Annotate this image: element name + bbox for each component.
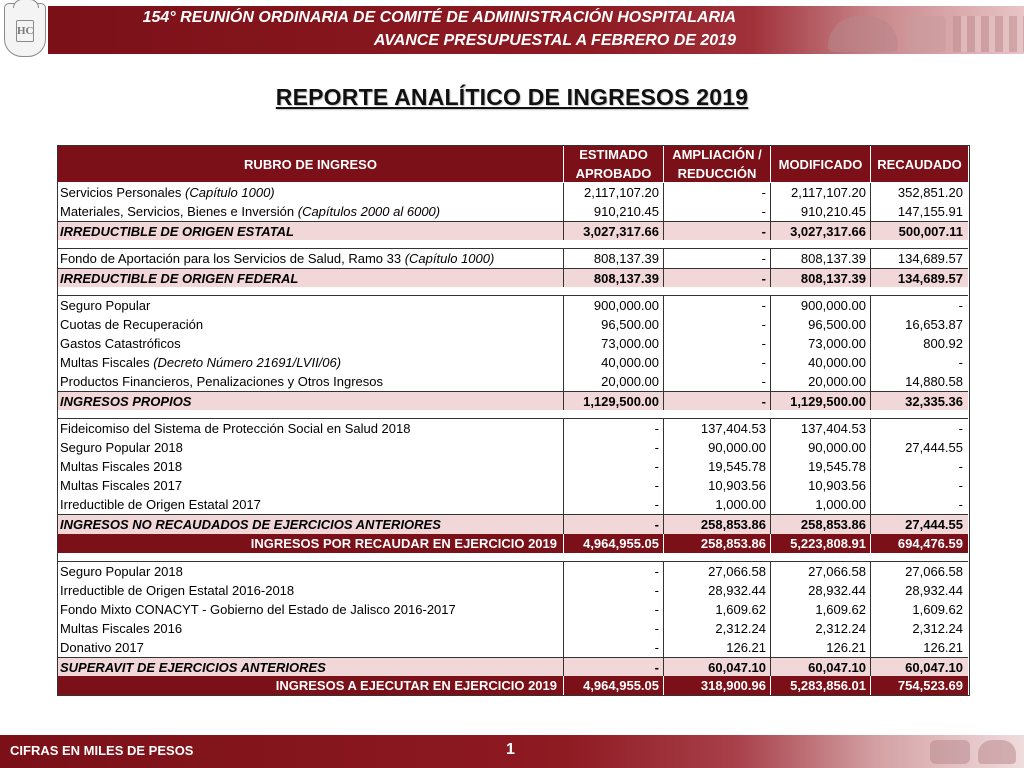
cell-recaudado: 14,880.58 [870, 372, 968, 391]
table-row [58, 638, 968, 657]
hospital-dome-illustration [828, 16, 898, 52]
cell-recaudado: 134,689.57 [870, 269, 968, 288]
header-title-line1: 154° REUNIÓN ORDINARIA DE COMITÉ DE ADMINISTRACIÓN HOSPITALARIA [142, 9, 736, 26]
row-label: Multas Fiscales 2018 [60, 459, 183, 474]
cell-estimado: - [563, 581, 663, 600]
row-label-text: Multas Fiscales [60, 355, 150, 370]
table-row [58, 419, 968, 438]
cell-modificado: 2,117,107.20 [770, 183, 870, 202]
row-label-text: Servicios Personales [60, 185, 182, 200]
cell-modificado: 910,210.45 [770, 202, 870, 221]
cell-ampliacion: 126.21 [663, 638, 770, 657]
cell-ampliacion: 1,609.62 [663, 600, 770, 619]
row-label: Cuotas de Recuperación [60, 317, 204, 332]
income-report-table [57, 145, 970, 696]
cell-ampliacion: - [663, 202, 770, 221]
cell-estimado: - [563, 515, 663, 534]
row-label: Multas Fiscales 2017 [60, 478, 183, 493]
cell-estimado: - [563, 438, 663, 457]
cell-ampliacion: 258,853.86 [663, 534, 770, 553]
cell-ampliacion: - [663, 183, 770, 202]
cell-modificado: 3,027,317.66 [770, 222, 870, 241]
cell-ampliacion: 137,404.53 [663, 419, 770, 438]
cell-modificado: 808,137.39 [770, 249, 870, 268]
cell-recaudado: 2,312.24 [870, 619, 968, 638]
header-ampliacion-line1: AMPLIACIÓN / [672, 147, 762, 162]
cell-modificado: 40,000.00 [770, 353, 870, 372]
footer-seal-icon [978, 740, 1016, 764]
cell-recaudado: - [870, 353, 968, 372]
cell-modificado: 1,000.00 [770, 495, 870, 514]
cell-modificado: 5,223,808.91 [770, 534, 870, 553]
cell-modificado: 20,000.00 [770, 372, 870, 391]
row-label: Irreductible de Origen Estatal 2017 [60, 497, 261, 512]
cell-ampliacion: - [663, 222, 770, 241]
cell-estimado: 40,000.00 [563, 353, 663, 372]
institution-logo [4, 3, 46, 57]
footer-band [0, 735, 1024, 768]
report-title: REPORTE ANALÍTICO DE INGRESOS 2019 [275, 84, 749, 110]
cell-recaudado: - [870, 296, 968, 315]
cell-estimado: - [563, 457, 663, 476]
cell-recaudado: 1,609.62 [870, 600, 968, 619]
cell-recaudado: 500,007.11 [870, 222, 968, 241]
cell-ampliacion: 258,853.86 [663, 515, 770, 534]
cell-ampliacion: - [663, 315, 770, 334]
subtotal-label: INGRESOS NO RECAUDADOS DE EJERCICIOS ANTERIORES [60, 517, 441, 532]
cell-modificado: 60,047.10 [770, 658, 870, 677]
cell-modificado: 10,903.56 [770, 476, 870, 495]
cell-ampliacion: 28,932.44 [663, 581, 770, 600]
row-label: Irreductible de Origen Estatal 2016-2018 [60, 583, 295, 598]
cell-ampliacion: 27,066.58 [663, 562, 770, 581]
cell-recaudado: 694,476.59 [870, 534, 968, 553]
cell-recaudado: - [870, 457, 968, 476]
row-label: Fondo Mixto CONACYT - Gobierno del Estado de Jalisco 2016-2017 [60, 602, 456, 617]
table-row [58, 334, 968, 353]
cell-recaudado: - [870, 476, 968, 495]
cell-estimado: 3,027,317.66 [563, 222, 663, 241]
table-row [58, 353, 968, 372]
header-estimado-line2: APROBADO [575, 166, 652, 181]
cell-estimado: 73,000.00 [563, 334, 663, 353]
subtotal-row [58, 268, 968, 289]
cell-modificado: 808,137.39 [770, 269, 870, 288]
hospital-illustration [906, 16, 946, 52]
cell-estimado: 808,137.39 [563, 269, 663, 288]
cell-estimado: 808,137.39 [563, 249, 663, 268]
row-separator [58, 410, 968, 419]
cell-modificado: 137,404.53 [770, 419, 870, 438]
cell-estimado: 1,129,500.00 [563, 392, 663, 411]
logo-crown-icon [13, 0, 39, 8]
cell-recaudado: 28,932.44 [870, 581, 968, 600]
cell-recaudado: 126.21 [870, 638, 968, 657]
cell-estimado: 20,000.00 [563, 372, 663, 391]
table-row [58, 581, 968, 600]
cell-ampliacion: - [663, 296, 770, 315]
table-row [58, 457, 968, 476]
header-modificado: MODIFICADO [770, 146, 870, 182]
row-label-text: Materiales, Servicios, Bienes e Inversión [60, 204, 295, 219]
table-row [58, 562, 968, 581]
cell-estimado: - [563, 562, 663, 581]
row-label [58, 353, 563, 372]
cell-estimado: - [563, 600, 663, 619]
header-band [48, 6, 1024, 54]
table-row [58, 183, 968, 202]
header-recaudado: RECAUDADO [870, 146, 968, 182]
row-label-note: (Capítulo 1000) [404, 251, 495, 266]
total-row [58, 676, 968, 695]
subtotal-row [58, 657, 968, 678]
cell-estimado: 96,500.00 [563, 315, 663, 334]
cell-modificado: 258,853.86 [770, 515, 870, 534]
row-label: Seguro Popular 2018 [60, 440, 183, 455]
header-estimado-line1: ESTIMADO [579, 147, 648, 162]
cell-ampliacion: - [663, 392, 770, 411]
cell-recaudado: 32,335.36 [870, 392, 968, 411]
row-separator [58, 240, 968, 249]
row-label: Donativo 2017 [60, 640, 144, 655]
header-title [143, 6, 736, 52]
row-label-text: Fondo de Aportación para los Servicios de Salud, Ramo 33 [60, 251, 402, 266]
subtotal-row [58, 391, 968, 412]
header-title-line2: AVANCE PRESUPUESTAL A FEBRERO DE 2019 [373, 32, 736, 49]
cell-estimado: - [563, 638, 663, 657]
cell-estimado: 4,964,955.05 [563, 676, 663, 695]
table-row [58, 202, 968, 221]
cell-estimado: 900,000.00 [563, 296, 663, 315]
cell-ampliacion: 318,900.96 [663, 676, 770, 695]
cell-estimado: 4,964,955.05 [563, 534, 663, 553]
row-label-note: (Capítulo 1000) [185, 185, 275, 200]
cell-recaudado: 27,444.55 [870, 438, 968, 457]
cell-modificado: 27,066.58 [770, 562, 870, 581]
row-label-note: (Decreto Número 21691/LVII/06) [153, 355, 342, 370]
cell-recaudado: - [870, 495, 968, 514]
page-number: 1 [506, 741, 515, 758]
cell-modificado: 1,609.62 [770, 600, 870, 619]
row-separator [58, 553, 968, 562]
cell-ampliacion: - [663, 372, 770, 391]
table-row [58, 495, 968, 514]
subtotal-label: INGRESOS PROPIOS [60, 394, 192, 409]
cell-modificado: 2,312.24 [770, 619, 870, 638]
table-row [58, 249, 968, 268]
row-label: Seguro Popular 2018 [60, 564, 183, 579]
cell-modificado: 1,129,500.00 [770, 392, 870, 411]
cell-estimado: - [563, 495, 663, 514]
cell-ampliacion: 90,000.00 [663, 438, 770, 457]
hospital-building-illustration [953, 16, 1024, 52]
subtotal-row [58, 514, 968, 535]
total-row [58, 534, 968, 553]
cell-recaudado: 16,653.87 [870, 315, 968, 334]
subtotal-label: IRREDUCTIBLE DE ORIGEN ESTATAL [60, 224, 294, 239]
cell-modificado: 126.21 [770, 638, 870, 657]
row-label [58, 249, 563, 268]
cell-recaudado: 60,047.10 [870, 658, 968, 677]
row-label: Seguro Popular [60, 298, 151, 313]
cell-estimado: - [563, 419, 663, 438]
table-row [58, 315, 968, 334]
cell-ampliacion: - [663, 269, 770, 288]
cell-recaudado: 27,066.58 [870, 562, 968, 581]
cell-ampliacion: 10,903.56 [663, 476, 770, 495]
cell-estimado: 910,210.45 [563, 202, 663, 221]
currency-note: CIFRAS EN MILES DE PESOS [10, 743, 194, 758]
cell-recaudado: 754,523.69 [870, 676, 968, 695]
row-label: Multas Fiscales 2016 [60, 621, 183, 636]
cell-modificado: 96,500.00 [770, 315, 870, 334]
cell-ampliacion: - [663, 353, 770, 372]
subtotal-label: SUPERAVIT DE EJERCICIOS ANTERIORES [60, 660, 326, 675]
cell-ampliacion: - [663, 334, 770, 353]
table-row [58, 600, 968, 619]
cell-ampliacion: 60,047.10 [663, 658, 770, 677]
subtotal-row [58, 221, 968, 242]
cell-estimado: - [563, 476, 663, 495]
cell-modificado: 5,283,856.01 [770, 676, 870, 695]
cell-estimado: - [563, 619, 663, 638]
header-rubro: RUBRO DE INGRESO [244, 156, 377, 172]
header-ampliacion [663, 146, 770, 182]
footer-logo-icon [930, 740, 970, 764]
header-banner [0, 0, 1024, 58]
cell-ampliacion: 2,312.24 [663, 619, 770, 638]
table-header-row [58, 146, 968, 182]
row-label [58, 202, 563, 221]
total-label: INGRESOS A EJECUTAR EN EJERCICIO 2019 [275, 678, 557, 693]
header-ampliacion-line2: REDUCCIÓN [677, 166, 757, 181]
table-row [58, 296, 968, 315]
cell-recaudado: 147,155.91 [870, 202, 968, 221]
table-row [58, 476, 968, 495]
table-row [58, 372, 968, 391]
logo-monogram: HC [16, 20, 34, 42]
row-label [58, 183, 563, 202]
total-label: INGRESOS POR RECAUDAR EN EJERCICIO 2019 [250, 536, 557, 551]
cell-recaudado: 352,851.20 [870, 183, 968, 202]
cell-modificado: 28,932.44 [770, 581, 870, 600]
cell-modificado: 73,000.00 [770, 334, 870, 353]
table-row [58, 438, 968, 457]
cell-recaudado: 800.92 [870, 334, 968, 353]
row-label: Gastos Catastróficos [60, 336, 181, 351]
cell-estimado: - [563, 658, 663, 677]
row-label: Productos Financieros, Penalizaciones y Otros Ingresos [60, 374, 383, 389]
subtotal-label: IRREDUCTIBLE DE ORIGEN FEDERAL [60, 271, 299, 286]
row-label-note: (Capítulos 2000 al 6000) [297, 204, 441, 219]
header-estimado [563, 146, 663, 182]
cell-recaudado: - [870, 419, 968, 438]
cell-ampliacion: - [663, 249, 770, 268]
cell-ampliacion: 19,545.78 [663, 457, 770, 476]
cell-modificado: 90,000.00 [770, 438, 870, 457]
cell-ampliacion: 1,000.00 [663, 495, 770, 514]
cell-modificado: 900,000.00 [770, 296, 870, 315]
cell-estimado: 2,117,107.20 [563, 183, 663, 202]
cell-recaudado: 27,444.55 [870, 515, 968, 534]
cell-recaudado: 134,689.57 [870, 249, 968, 268]
row-label: Fideicomiso del Sistema de Protección Social en Salud 2018 [60, 421, 411, 436]
cell-modificado: 19,545.78 [770, 457, 870, 476]
table-row [58, 619, 968, 638]
row-separator [58, 287, 968, 296]
